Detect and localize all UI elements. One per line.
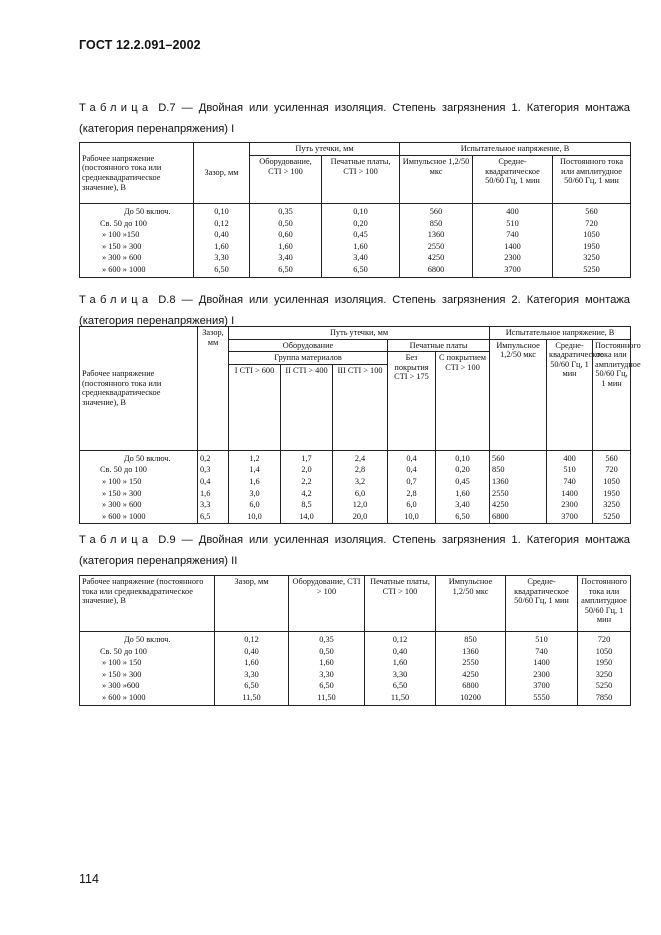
row-label: » 600 » 1000 bbox=[80, 692, 215, 705]
column-header-boards: Печатные платы, CTI > 100 bbox=[322, 156, 400, 204]
table-cell: 2,2 bbox=[281, 476, 333, 488]
table-row bbox=[80, 229, 631, 241]
table-cell: 0,45 bbox=[436, 476, 490, 488]
row-label: Св. 50 до 100 bbox=[80, 218, 194, 230]
table-cell: 1950 bbox=[578, 657, 631, 669]
table-row bbox=[80, 464, 631, 476]
column-header-clearance: Зазор, мм bbox=[198, 327, 229, 451]
table-cell: 0,50 bbox=[289, 646, 365, 658]
table-row bbox=[80, 692, 631, 705]
table-cell: 0,40 bbox=[215, 646, 289, 658]
table-cell: 0,40 bbox=[194, 229, 250, 241]
table-cell: 0,35 bbox=[250, 204, 322, 218]
table-cell: 560 bbox=[490, 450, 547, 464]
table-cell: 3,30 bbox=[289, 669, 365, 681]
table-cell: 11,50 bbox=[215, 692, 289, 705]
row-label: » 600 » 1000 bbox=[80, 511, 198, 524]
table-cell: 6800 bbox=[400, 264, 473, 277]
table-cell: 10200 bbox=[436, 692, 506, 705]
row-label: До 50 включ. bbox=[80, 450, 198, 464]
row-label: До 50 включ. bbox=[80, 632, 215, 646]
caption-text: D.9 — Двойная или усиленная изоляция. Степень загрязнения 1. Категория монтажа (категория перенапряжения) II bbox=[79, 534, 630, 567]
column-header-clearance: Зазор, мм bbox=[194, 143, 250, 204]
column-header-boards: Печатные платы, CTI > 100 bbox=[365, 576, 436, 632]
row-label: » 100 » 150 bbox=[80, 476, 198, 488]
table-cell: 6800 bbox=[436, 680, 506, 692]
column-header-clearance: Зазор, мм bbox=[215, 576, 289, 632]
table-cell: 5550 bbox=[506, 692, 578, 705]
table-cell: 0,35 bbox=[289, 632, 365, 646]
table-d8 bbox=[79, 326, 641, 524]
table-cell: 6,0 bbox=[333, 488, 388, 500]
table-cell: 3700 bbox=[473, 264, 553, 277]
table-cell: 740 bbox=[473, 229, 553, 241]
table-cell: 1,60 bbox=[365, 657, 436, 669]
page-number: 114 bbox=[79, 872, 99, 886]
table-cell: 5250 bbox=[593, 511, 631, 524]
table-row bbox=[80, 264, 631, 277]
table-cell: 4250 bbox=[436, 669, 506, 681]
table-cell: 1,6 bbox=[198, 488, 229, 500]
column-header-coated: С покрытием CTI > 100 bbox=[436, 352, 490, 451]
table-cell: 3250 bbox=[578, 669, 631, 681]
document-header: ГОСТ 12.2.091–2002 bbox=[79, 38, 201, 52]
table-cell: 11,50 bbox=[289, 692, 365, 705]
row-label: » 600 » 1000 bbox=[80, 264, 194, 277]
table-cell: 3,0 bbox=[229, 488, 281, 500]
table-cell: 1400 bbox=[473, 241, 553, 253]
table-cell: 720 bbox=[553, 218, 631, 230]
table-cell: 2550 bbox=[436, 657, 506, 669]
column-header-uncoated: Без покрытия CTI > 175 bbox=[388, 352, 436, 451]
table-row bbox=[80, 657, 631, 669]
table-cell: 1050 bbox=[578, 646, 631, 658]
column-header-dc: Постоянного тока или амплитудное 50/60 Гц, 1 мин bbox=[553, 156, 631, 204]
table-cell: 12,0 bbox=[333, 499, 388, 511]
table-cell: 3,30 bbox=[365, 669, 436, 681]
table-row bbox=[80, 669, 631, 681]
table-row bbox=[80, 450, 631, 464]
table-cell: 850 bbox=[400, 218, 473, 230]
table-cell: 3700 bbox=[547, 511, 593, 524]
column-header-dc: Постоянного тока или амплитудное 50/60 Гц, 1 мин bbox=[593, 339, 631, 450]
table-cell: 1360 bbox=[490, 476, 547, 488]
row-label: » 100 » 150 bbox=[80, 657, 215, 669]
table-cell: 1,60 bbox=[436, 488, 490, 500]
column-header-group-2: II CTI > 400 bbox=[281, 364, 333, 450]
table-cell: 4250 bbox=[490, 499, 547, 511]
table-cell: 1,6 bbox=[229, 476, 281, 488]
table-cell: 1400 bbox=[506, 657, 578, 669]
table-row bbox=[80, 499, 631, 511]
column-header-voltage: Рабочее напряжение (постоянного тока или среднеквадратическое значение), В bbox=[80, 143, 194, 204]
table-cell: 6,0 bbox=[229, 499, 281, 511]
column-header-group-3: III CTI > 100 bbox=[333, 364, 388, 450]
column-header-dc: Постоянного тока или амплитудное 50/60 Гц, 1 мин bbox=[578, 576, 631, 632]
table-cell: 1360 bbox=[400, 229, 473, 241]
table-cell: 2,8 bbox=[388, 488, 436, 500]
table-cell: 6800 bbox=[490, 511, 547, 524]
row-label: Св. 50 до 100 bbox=[80, 464, 198, 476]
table-d9 bbox=[79, 575, 631, 706]
table-cell: 720 bbox=[578, 632, 631, 646]
column-header-equipment: Оборудование, CTI > 100 bbox=[250, 156, 322, 204]
caption-text: D.7 — Двойная или усиленная изоляция. Степень загрязнения 1. Категория монтажа (категория перенапряжения) I bbox=[79, 102, 630, 135]
table-cell: 0,20 bbox=[322, 218, 400, 230]
table-cell: 3,2 bbox=[333, 476, 388, 488]
table-cell: 20,0 bbox=[333, 511, 388, 524]
column-header-creepage: Путь утечки, мм bbox=[229, 327, 490, 340]
table-cell: 3250 bbox=[553, 252, 631, 264]
table-cell: 2,8 bbox=[333, 464, 388, 476]
table-cell: 510 bbox=[547, 464, 593, 476]
table-cell: 560 bbox=[400, 204, 473, 218]
row-label: » 300 » 600 bbox=[80, 252, 194, 264]
table-cell: 3,3 bbox=[198, 499, 229, 511]
table-cell: 510 bbox=[506, 632, 578, 646]
caption-text: D.8 — Двойная или усиленная изоляция. Степень загрязнения 2. Категория монтажа (категория перенапряжения) I bbox=[79, 294, 630, 327]
column-header-voltage: Рабочее напряжение (постоянного тока или среднеквадратическое значение), В bbox=[80, 576, 215, 632]
table-cell: 6,50 bbox=[215, 680, 289, 692]
table-cell: 0,3 bbox=[198, 464, 229, 476]
column-header-rms: Средне-квадратическое 50/60 Гц, 1 мин bbox=[473, 156, 553, 204]
row-label: » 300 » 600 bbox=[80, 499, 198, 511]
column-header-boards: Печатные платы bbox=[388, 339, 490, 352]
table-cell: 1,4 bbox=[229, 464, 281, 476]
row-label: Св. 50 до 100 bbox=[80, 646, 215, 658]
table-row bbox=[80, 476, 631, 488]
table-cell: 3,40 bbox=[436, 499, 490, 511]
table-row bbox=[80, 252, 631, 264]
table-row bbox=[80, 632, 631, 646]
table-cell: 2550 bbox=[490, 488, 547, 500]
table-cell: 6,50 bbox=[365, 680, 436, 692]
table-word: Таблица bbox=[79, 102, 153, 114]
row-label: » 150 » 300 bbox=[80, 241, 194, 253]
table-cell: 3,30 bbox=[215, 669, 289, 681]
row-label: До 50 включ. bbox=[80, 204, 194, 218]
table-cell: 4250 bbox=[400, 252, 473, 264]
table-cell: 2300 bbox=[506, 669, 578, 681]
table-row bbox=[80, 204, 631, 218]
table-cell: 0,12 bbox=[194, 218, 250, 230]
table-cell: 0,10 bbox=[322, 204, 400, 218]
table-cell: 1,2 bbox=[229, 450, 281, 464]
table-cell: 1,60 bbox=[194, 241, 250, 253]
table-cell: 6,50 bbox=[322, 264, 400, 277]
table-cell: 1,7 bbox=[281, 450, 333, 464]
column-header-equipment: Оборудование bbox=[229, 339, 388, 352]
table-cell: 6,0 bbox=[388, 499, 436, 511]
table-row bbox=[80, 646, 631, 658]
table-word: Таблица bbox=[79, 534, 153, 546]
table-d9-caption bbox=[79, 530, 630, 572]
table-cell: 0,60 bbox=[250, 229, 322, 241]
table-cell: 0,4 bbox=[198, 476, 229, 488]
column-header-impulse: Импульсное 1,2/50 мкс bbox=[400, 156, 473, 204]
table-cell: 1950 bbox=[553, 241, 631, 253]
table-word: Таблица bbox=[79, 294, 153, 306]
table-d7-caption bbox=[79, 98, 630, 140]
table-cell: 7850 bbox=[578, 692, 631, 705]
table-cell: 2,4 bbox=[333, 450, 388, 464]
table-cell: 3,40 bbox=[322, 252, 400, 264]
column-header-impulse: Импульсное 1,2/50 мкс bbox=[490, 339, 547, 450]
table-cell: 1950 bbox=[593, 488, 631, 500]
row-label: » 300 »600 bbox=[80, 680, 215, 692]
table-cell: 400 bbox=[473, 204, 553, 218]
column-header-test-voltage: Испытательное напряжение, В bbox=[490, 327, 631, 340]
table-cell: 14,0 bbox=[281, 511, 333, 524]
column-header-material-group: Группа материалов bbox=[229, 352, 388, 365]
table-cell: 5250 bbox=[553, 264, 631, 277]
column-header-rms: Средне-квадратическое 50/60 Гц, 1 мин bbox=[547, 339, 593, 450]
column-header-voltage: Рабочее напряжение (постоянного тока или среднеквадратическое значение), В bbox=[80, 327, 198, 451]
table-cell: 6,50 bbox=[436, 511, 490, 524]
table-cell: 5250 bbox=[578, 680, 631, 692]
table-cell: 0,45 bbox=[322, 229, 400, 241]
row-label: » 100 »150 bbox=[80, 229, 194, 241]
table-cell: 2550 bbox=[400, 241, 473, 253]
table-cell: 0,7 bbox=[388, 476, 436, 488]
table-cell: 0,40 bbox=[365, 646, 436, 658]
table-cell: 0,12 bbox=[365, 632, 436, 646]
table-d7 bbox=[79, 142, 631, 278]
table-cell: 3,40 bbox=[250, 252, 322, 264]
table-cell: 560 bbox=[553, 204, 631, 218]
table-cell: 8,5 bbox=[281, 499, 333, 511]
table-cell: 0,20 bbox=[436, 464, 490, 476]
table-row bbox=[80, 680, 631, 692]
table-cell: 3,30 bbox=[194, 252, 250, 264]
table-cell: 0,10 bbox=[194, 204, 250, 218]
table-cell: 10,0 bbox=[388, 511, 436, 524]
table-cell: 1,60 bbox=[289, 657, 365, 669]
table-cell: 3700 bbox=[506, 680, 578, 692]
table-cell: 2,0 bbox=[281, 464, 333, 476]
table-cell: 4,2 bbox=[281, 488, 333, 500]
row-label: » 150 » 300 bbox=[80, 669, 215, 681]
table-cell: 3250 bbox=[593, 499, 631, 511]
table-row bbox=[80, 511, 631, 524]
column-header-equipment: Оборудование, CTI > 100 bbox=[289, 576, 365, 632]
table-cell: 850 bbox=[436, 632, 506, 646]
table-cell: 6,5 bbox=[198, 511, 229, 524]
table-row bbox=[80, 218, 631, 230]
table-cell: 720 bbox=[593, 464, 631, 476]
table-cell: 1360 bbox=[436, 646, 506, 658]
table-cell: 10,0 bbox=[229, 511, 281, 524]
table-cell: 560 bbox=[593, 450, 631, 464]
table-cell: 0,2 bbox=[198, 450, 229, 464]
table-cell: 0,4 bbox=[388, 464, 436, 476]
table-cell: 0,12 bbox=[215, 632, 289, 646]
column-header-rms: Средне-квадратическое 50/60 Гц, 1 мин bbox=[506, 576, 578, 632]
table-cell: 1400 bbox=[547, 488, 593, 500]
table-cell: 1,60 bbox=[322, 241, 400, 253]
table-row bbox=[80, 488, 631, 500]
table-cell: 6,50 bbox=[289, 680, 365, 692]
table-cell: 1,60 bbox=[250, 241, 322, 253]
table-cell: 510 bbox=[473, 218, 553, 230]
table-row bbox=[80, 241, 631, 253]
column-header-creepage: Путь утечки, мм bbox=[250, 143, 400, 156]
column-header-test-voltage: Испытательное напряжение, В bbox=[400, 143, 631, 156]
table-cell: 1050 bbox=[593, 476, 631, 488]
table-cell: 2300 bbox=[473, 252, 553, 264]
table-cell: 740 bbox=[547, 476, 593, 488]
table-cell: 1050 bbox=[553, 229, 631, 241]
table-cell: 0,10 bbox=[436, 450, 490, 464]
table-cell: 0,50 bbox=[250, 218, 322, 230]
table-cell: 1,60 bbox=[215, 657, 289, 669]
table-cell: 400 bbox=[547, 450, 593, 464]
table-cell: 11,50 bbox=[365, 692, 436, 705]
table-cell: 6,50 bbox=[250, 264, 322, 277]
column-header-impulse: Импульсное 1,2/50 мкс bbox=[436, 576, 506, 632]
table-cell: 850 bbox=[490, 464, 547, 476]
table-cell: 740 bbox=[506, 646, 578, 658]
table-cell: 6,50 bbox=[194, 264, 250, 277]
column-header-group-1: I CTI > 600 bbox=[229, 364, 281, 450]
table-cell: 0,4 bbox=[388, 450, 436, 464]
table-cell: 2300 bbox=[547, 499, 593, 511]
row-label: » 150 » 300 bbox=[80, 488, 198, 500]
